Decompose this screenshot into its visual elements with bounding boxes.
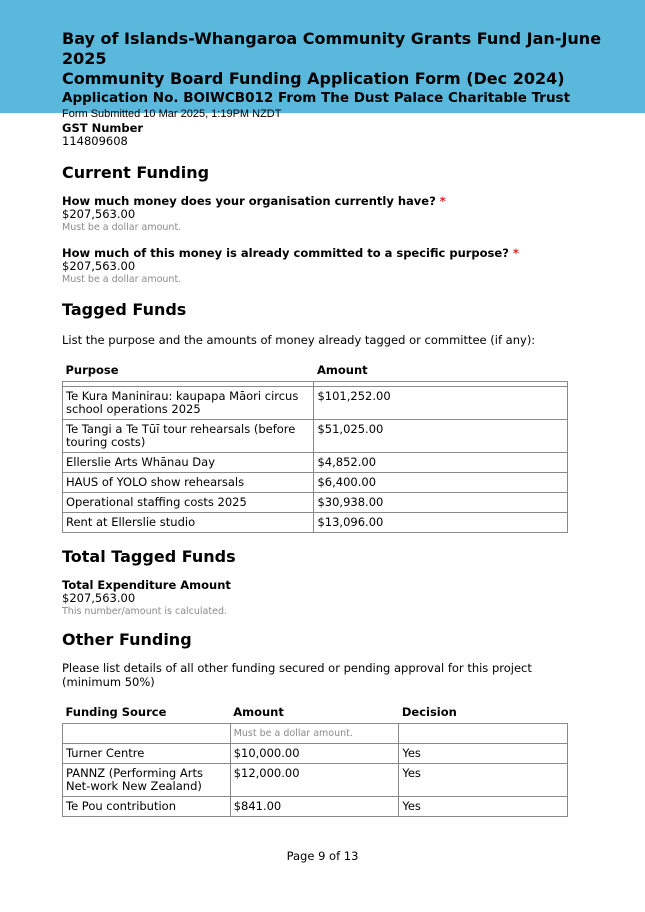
column-header-amount: Amount [316,363,368,377]
gst-value: 114809608 [62,134,128,148]
committed-money-value: $207,563.00 [62,259,136,273]
purpose-cell: Te Kura Maninirau: kaupapa Māori circus school operations 2025 [63,387,314,420]
required-marker: * [439,194,446,208]
required-marker: * [512,246,519,260]
purpose-cell: Operational staffing costs 2025 [63,493,314,513]
table-row [63,473,568,493]
table-row [63,797,568,817]
total-expenditure-field [62,578,568,618]
total-expenditure-value: $207,563.00 [62,591,136,605]
other-funding-table [62,705,568,817]
table-row [63,764,568,797]
tagged-funds-table [62,363,568,533]
committed-money-field [62,246,568,286]
total-expenditure-hint: This number/amount is calculated. [62,606,228,617]
purpose-cell: Te Tangi a Te Tūī tour rehearsals (before touring costs) [63,420,314,453]
purpose-cell: Rent at Ellerslie studio [63,513,314,533]
table-row [63,453,568,473]
amount-cell: $12,000.00 [230,764,399,797]
form-title-line2: Community Board Funding Application Form (Dec 2024) [62,69,565,88]
other-funding-description: Please list details of all other funding secured or pending approval for this project (minimum 50%) [62,661,532,689]
gst-field [62,121,568,148]
column-header-decision: Decision [401,705,457,719]
table-row-hint [63,724,568,744]
total-expenditure-label: Total Expenditure Amount [62,578,231,592]
submitted-timestamp: Form Submitted 10 Mar 2025, 1:19PM NZDT [62,108,282,120]
funding-source-cell: PANNZ (Performing Arts Net-work New Zealand) [63,764,231,797]
table-row [63,493,568,513]
empty-cell [63,724,231,744]
committed-money-hint: Must be a dollar amount. [62,274,182,285]
amount-cell: $51,025.00 [314,420,568,453]
current-money-label [62,194,568,208]
committed-money-question: How much of this money is already committed to a specific purpose? [62,246,509,260]
tagged-funds-heading: Tagged Funds [62,300,187,319]
application-number: Application No. BOIWCB012 From The Dust Palace Charitable Trust [62,90,571,106]
purpose-cell: Ellerslie Arts Whānau Day [63,453,314,473]
amount-cell: $841.00 [230,797,399,817]
other-funding-heading: Other Funding [62,630,192,649]
current-funding-heading: Current Funding [62,163,210,182]
current-money-hint: Must be a dollar amount. [62,222,182,233]
table-row [63,420,568,453]
current-money-value: $207,563.00 [62,207,136,221]
amount-cell: $101,252.00 [314,387,568,420]
form-header [0,0,645,120]
column-header-amount: Amount [233,705,284,719]
gst-label: GST Number [62,121,144,135]
column-header-funding-source: Funding Source [65,705,167,719]
page-number: Page 9 of 13 [286,849,359,863]
decision-cell: Yes [399,797,568,817]
funding-source-cell: Te Pou contribution [63,797,231,817]
current-money-field [62,194,568,234]
table-header-row [63,363,568,382]
form-title-line1: Bay of Islands-Whangaroa Community Grants Fund Jan-June 2025 [62,29,602,68]
decision-cell: Yes [399,764,568,797]
total-tagged-heading: Total Tagged Funds [62,547,236,566]
amount-hint-cell: Must be a dollar amount. [230,724,399,744]
committed-money-label [62,246,568,260]
table-header-row [63,705,568,724]
purpose-cell: HAUS of YOLO show rehearsals [63,473,314,493]
table-row [63,513,568,533]
column-header-purpose: Purpose [65,363,119,377]
amount-cell: $30,938.00 [314,493,568,513]
table-row [63,744,568,764]
empty-cell [399,724,568,744]
amount-cell: $10,000.00 [230,744,399,764]
decision-cell: Yes [399,744,568,764]
current-money-question: How much money does your organisation currently have? [62,194,436,208]
funding-source-cell: Turner Centre [63,744,231,764]
table-row [63,387,568,420]
amount-cell: $4,852.00 [314,453,568,473]
amount-cell: $6,400.00 [314,473,568,493]
tagged-funds-description: List the purpose and the amounts of money already tagged or committee (if any): [62,333,536,347]
form-content [62,121,568,817]
amount-cell: $13,096.00 [314,513,568,533]
